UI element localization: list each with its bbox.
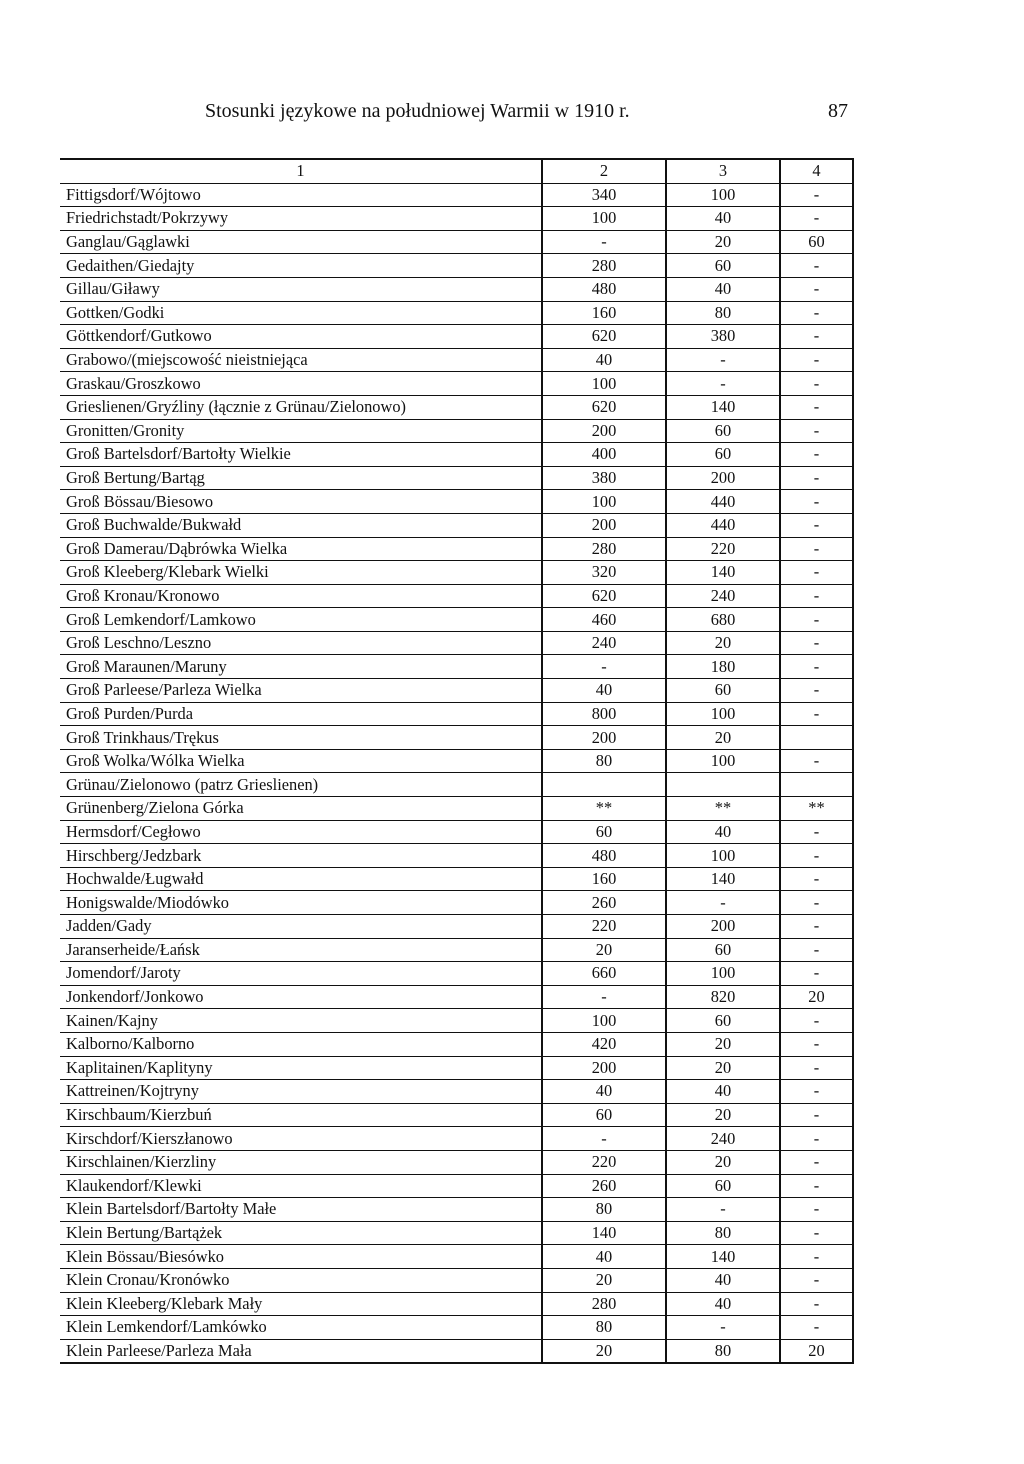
table-row xyxy=(60,1339,853,1363)
value-cell: 200 xyxy=(542,513,666,537)
value-cell: - xyxy=(780,891,853,915)
value-cell: 140 xyxy=(666,395,780,419)
value-cell: 800 xyxy=(542,702,666,726)
value-cell: 100 xyxy=(542,1009,666,1033)
value-cell: - xyxy=(780,1032,853,1056)
value-cell: 140 xyxy=(666,1245,780,1269)
value-cell: 220 xyxy=(542,1150,666,1174)
locality-name-cell: Groß Wolka/Wólka Wielka xyxy=(60,749,542,773)
value-cell: 40 xyxy=(542,1245,666,1269)
value-cell: - xyxy=(542,655,666,679)
locality-name-cell: Groß Bössau/Biesowo xyxy=(60,490,542,514)
value-cell: 20 xyxy=(666,1032,780,1056)
table-row xyxy=(60,372,853,396)
value-cell: - xyxy=(780,867,853,891)
column-header: 1 xyxy=(60,159,542,183)
value-cell: - xyxy=(780,1292,853,1316)
value-cell: 100 xyxy=(666,702,780,726)
value-cell: 200 xyxy=(542,1056,666,1080)
table-row xyxy=(60,584,853,608)
locality-name-cell: Hermsdorf/Cegłowo xyxy=(60,820,542,844)
locality-name-cell: Groß Buchwalde/Bukwałd xyxy=(60,513,542,537)
value-cell: - xyxy=(780,1221,853,1245)
value-cell: 180 xyxy=(666,655,780,679)
value-cell: - xyxy=(780,419,853,443)
table-row xyxy=(60,466,853,490)
value-cell: 60 xyxy=(542,820,666,844)
locality-name-cell: Grünau/Zielonowo (patrz Grieslienen) xyxy=(60,773,542,797)
value-cell: 460 xyxy=(542,608,666,632)
value-cell: 140 xyxy=(666,561,780,585)
value-cell: - xyxy=(542,985,666,1009)
value-cell: - xyxy=(780,1316,853,1340)
table-row xyxy=(60,1056,853,1080)
value-cell: 20 xyxy=(666,1150,780,1174)
value-cell: - xyxy=(780,655,853,679)
value-cell: - xyxy=(780,1056,853,1080)
locality-name-cell: Kaplitainen/Kaplityny xyxy=(60,1056,542,1080)
table-row xyxy=(60,1268,853,1292)
locality-name-cell: Grieslienen/Gryźliny (łącznie z Grünau/Zielonowo) xyxy=(60,395,542,419)
locality-name-cell: Jonkendorf/Jonkowo xyxy=(60,985,542,1009)
locality-name-cell: Hochwalde/Ługwałd xyxy=(60,867,542,891)
value-cell: 60 xyxy=(666,1009,780,1033)
value-cell: - xyxy=(780,277,853,301)
locality-name-cell: Gillau/Giławy xyxy=(60,277,542,301)
value-cell: 40 xyxy=(666,1080,780,1104)
locality-name-cell: Klein Parleese/Parleza Mała xyxy=(60,1339,542,1363)
page-title: Stosunki językowe na południowej Warmii w 1910 r. xyxy=(205,100,630,122)
value-cell: - xyxy=(780,1080,853,1104)
value-cell: - xyxy=(666,1198,780,1222)
value-cell: - xyxy=(780,513,853,537)
locality-name-cell: Groß Bertung/Bartąg xyxy=(60,466,542,490)
value-cell: 40 xyxy=(666,207,780,231)
value-cell: 60 xyxy=(780,230,853,254)
value-cell xyxy=(780,726,853,750)
table-row xyxy=(60,325,853,349)
value-cell: 200 xyxy=(542,726,666,750)
value-cell: 200 xyxy=(542,419,666,443)
value-cell: 440 xyxy=(666,513,780,537)
table-row xyxy=(60,254,853,278)
value-cell: 40 xyxy=(542,679,666,703)
value-cell: - xyxy=(780,183,853,207)
value-cell: 60 xyxy=(666,679,780,703)
locality-name-cell: Groß Damerau/Dąbrówka Wielka xyxy=(60,537,542,561)
table-row xyxy=(60,183,853,207)
value-cell: ** xyxy=(666,797,780,821)
locality-name-cell: Groß Bartelsdorf/Bartołty Wielkie xyxy=(60,443,542,467)
value-cell: 280 xyxy=(542,254,666,278)
table-row xyxy=(60,348,853,372)
value-cell: 80 xyxy=(666,1339,780,1363)
value-cell: - xyxy=(666,348,780,372)
value-cell: - xyxy=(666,1316,780,1340)
locality-name-cell: Kirschdorf/Kierszłanowo xyxy=(60,1127,542,1151)
value-cell: 660 xyxy=(542,962,666,986)
value-cell: - xyxy=(780,938,853,962)
table-row xyxy=(60,1221,853,1245)
locality-name-cell: Kirschbaum/Kierzbuń xyxy=(60,1103,542,1127)
locality-name-cell: Honigswalde/Miodówko xyxy=(60,891,542,915)
value-cell xyxy=(542,773,666,797)
table-row xyxy=(60,726,853,750)
value-cell xyxy=(780,773,853,797)
value-cell: - xyxy=(780,372,853,396)
value-cell: 620 xyxy=(542,584,666,608)
value-cell: 100 xyxy=(542,372,666,396)
value-cell: - xyxy=(780,1150,853,1174)
table-row xyxy=(60,608,853,632)
value-cell: 20 xyxy=(542,938,666,962)
table-row xyxy=(60,985,853,1009)
value-cell: 280 xyxy=(542,537,666,561)
value-cell: 280 xyxy=(542,1292,666,1316)
value-cell: 60 xyxy=(666,1174,780,1198)
locality-name-cell: Groß Leschno/Leszno xyxy=(60,631,542,655)
value-cell: 20 xyxy=(542,1268,666,1292)
value-cell: 380 xyxy=(666,325,780,349)
locality-name-cell: Groß Kronau/Kronowo xyxy=(60,584,542,608)
value-cell: 40 xyxy=(542,348,666,372)
table-row xyxy=(60,443,853,467)
value-cell: 60 xyxy=(666,254,780,278)
value-cell: 440 xyxy=(666,490,780,514)
value-cell: - xyxy=(780,348,853,372)
value-cell: - xyxy=(780,1127,853,1151)
column-header: 4 xyxy=(780,159,853,183)
locality-name-cell: Gronitten/Gronity xyxy=(60,419,542,443)
value-cell: 40 xyxy=(542,1080,666,1104)
locality-name-cell: Jomendorf/Jaroty xyxy=(60,962,542,986)
table-row xyxy=(60,1080,853,1104)
value-cell: 80 xyxy=(666,1221,780,1245)
page-header xyxy=(60,100,850,130)
table-row xyxy=(60,844,853,868)
value-cell: 80 xyxy=(542,749,666,773)
value-cell: 820 xyxy=(666,985,780,1009)
value-cell: 20 xyxy=(666,631,780,655)
locality-name-cell: Groß Parleese/Parleza Wielka xyxy=(60,679,542,703)
table-row xyxy=(60,207,853,231)
value-cell: 100 xyxy=(666,962,780,986)
value-cell: 140 xyxy=(542,1221,666,1245)
locality-name-cell: Graskau/Groszkowo xyxy=(60,372,542,396)
value-cell: - xyxy=(666,372,780,396)
value-cell: 160 xyxy=(542,867,666,891)
locality-name-cell: Groß Kleeberg/Klebark Wielki xyxy=(60,561,542,585)
value-cell: 340 xyxy=(542,183,666,207)
locality-name-cell: Klein Bössau/Biesówko xyxy=(60,1245,542,1269)
value-cell: 240 xyxy=(542,631,666,655)
value-cell: 240 xyxy=(666,584,780,608)
value-cell: 80 xyxy=(542,1198,666,1222)
value-cell: 680 xyxy=(666,608,780,632)
value-cell: - xyxy=(542,230,666,254)
value-cell: - xyxy=(542,1127,666,1151)
value-cell: - xyxy=(780,820,853,844)
value-cell: 20 xyxy=(666,1103,780,1127)
locality-name-cell: Jadden/Gady xyxy=(60,915,542,939)
value-cell: 620 xyxy=(542,395,666,419)
table-row xyxy=(60,1150,853,1174)
table-row xyxy=(60,702,853,726)
value-cell: - xyxy=(780,1245,853,1269)
value-cell: 20 xyxy=(542,1339,666,1363)
value-cell: - xyxy=(780,749,853,773)
value-cell: 20 xyxy=(780,985,853,1009)
locality-name-cell: Klein Bertung/Bartążek xyxy=(60,1221,542,1245)
table-row xyxy=(60,915,853,939)
value-cell: 100 xyxy=(666,183,780,207)
value-cell: - xyxy=(666,891,780,915)
locality-name-cell: Kattreinen/Kojtryny xyxy=(60,1080,542,1104)
table-row xyxy=(60,277,853,301)
value-cell: 20 xyxy=(666,1056,780,1080)
value-cell: - xyxy=(780,631,853,655)
table-row xyxy=(60,820,853,844)
value-cell xyxy=(666,773,780,797)
value-cell: 260 xyxy=(542,891,666,915)
value-cell: 220 xyxy=(666,537,780,561)
locality-name-cell: Kirschlainen/Kierzliny xyxy=(60,1150,542,1174)
value-cell: 100 xyxy=(542,490,666,514)
table-row xyxy=(60,419,853,443)
value-cell: 80 xyxy=(542,1316,666,1340)
value-cell: ** xyxy=(542,797,666,821)
locality-name-cell: Göttkendorf/Gutkowo xyxy=(60,325,542,349)
table-row xyxy=(60,1292,853,1316)
table-row xyxy=(60,395,853,419)
value-cell: - xyxy=(780,443,853,467)
value-cell: - xyxy=(780,584,853,608)
value-cell: 60 xyxy=(666,419,780,443)
value-cell: - xyxy=(780,915,853,939)
value-cell: 400 xyxy=(542,443,666,467)
table-row xyxy=(60,230,853,254)
locality-name-cell: Kalborno/Kalborno xyxy=(60,1032,542,1056)
value-cell: 240 xyxy=(666,1127,780,1151)
value-cell: 200 xyxy=(666,466,780,490)
locality-name-cell: Friedrichstadt/Pokrzywy xyxy=(60,207,542,231)
table-row xyxy=(60,1127,853,1151)
table-row xyxy=(60,962,853,986)
page-number: 87 xyxy=(828,100,848,122)
locality-name-cell: Grabowo/(miejscowość nieistniejąca xyxy=(60,348,542,372)
value-cell: - xyxy=(780,679,853,703)
value-cell: - xyxy=(780,207,853,231)
table-row xyxy=(60,773,853,797)
table-body xyxy=(60,183,853,1363)
value-cell: 60 xyxy=(666,443,780,467)
table-row xyxy=(60,867,853,891)
locality-name-cell: Groß Trinkhaus/Trękus xyxy=(60,726,542,750)
table-row xyxy=(60,631,853,655)
value-cell: 620 xyxy=(542,325,666,349)
value-cell: - xyxy=(780,466,853,490)
table-header-row xyxy=(60,159,853,183)
locality-name-cell: Gottken/Godki xyxy=(60,301,542,325)
value-cell: ** xyxy=(780,797,853,821)
locality-name-cell: Jaranserheide/Łańsk xyxy=(60,938,542,962)
locality-name-cell: Gedaithen/Giedajty xyxy=(60,254,542,278)
value-cell: - xyxy=(780,1174,853,1198)
column-header: 2 xyxy=(542,159,666,183)
locality-name-cell: Klein Kleeberg/Klebark Mały xyxy=(60,1292,542,1316)
locality-name-cell: Ganglau/Gąglawki xyxy=(60,230,542,254)
value-cell: 220 xyxy=(542,915,666,939)
locality-name-cell: Groß Maraunen/Maruny xyxy=(60,655,542,679)
value-cell: 40 xyxy=(666,1268,780,1292)
table-row xyxy=(60,1245,853,1269)
table-row xyxy=(60,655,853,679)
locality-name-cell: Klein Bartelsdorf/Bartołty Małe xyxy=(60,1198,542,1222)
locality-name-cell: Klaukendorf/Klewki xyxy=(60,1174,542,1198)
value-cell: 20 xyxy=(780,1339,853,1363)
table-row xyxy=(60,938,853,962)
value-cell: - xyxy=(780,1198,853,1222)
locality-name-cell: Klein Cronau/Kronówko xyxy=(60,1268,542,1292)
table-row xyxy=(60,1032,853,1056)
value-cell: 60 xyxy=(666,938,780,962)
table-row xyxy=(60,537,853,561)
table-row xyxy=(60,513,853,537)
value-cell: - xyxy=(780,325,853,349)
value-cell: - xyxy=(780,561,853,585)
value-cell: 100 xyxy=(666,749,780,773)
value-cell: 60 xyxy=(542,1103,666,1127)
value-cell: 420 xyxy=(542,1032,666,1056)
data-table xyxy=(60,158,854,1364)
table-row xyxy=(60,301,853,325)
table-row xyxy=(60,1009,853,1033)
value-cell: 80 xyxy=(666,301,780,325)
table-row xyxy=(60,561,853,585)
column-header: 3 xyxy=(666,159,780,183)
table-row xyxy=(60,490,853,514)
value-cell: 380 xyxy=(542,466,666,490)
locality-name-cell: Kainen/Kajny xyxy=(60,1009,542,1033)
locality-name-cell: Grünenberg/Zielona Górka xyxy=(60,797,542,821)
value-cell: - xyxy=(780,844,853,868)
value-cell: 200 xyxy=(666,915,780,939)
table-row xyxy=(60,1198,853,1222)
locality-name-cell: Hirschberg/Jedzbark xyxy=(60,844,542,868)
locality-name-cell: Klein Lemkendorf/Lamkówko xyxy=(60,1316,542,1340)
table-row xyxy=(60,679,853,703)
table-row xyxy=(60,891,853,915)
table-row xyxy=(60,1103,853,1127)
value-cell: 260 xyxy=(542,1174,666,1198)
value-cell: - xyxy=(780,254,853,278)
table-row xyxy=(60,797,853,821)
value-cell: - xyxy=(780,301,853,325)
value-cell: 160 xyxy=(542,301,666,325)
table-row xyxy=(60,1316,853,1340)
locality-name-cell: Groß Lemkendorf/Lamkowo xyxy=(60,608,542,632)
value-cell: 480 xyxy=(542,844,666,868)
table-row xyxy=(60,749,853,773)
value-cell: - xyxy=(780,1268,853,1292)
value-cell: 480 xyxy=(542,277,666,301)
value-cell: 40 xyxy=(666,820,780,844)
value-cell: - xyxy=(780,962,853,986)
value-cell: - xyxy=(780,608,853,632)
locality-name-cell: Fittigsdorf/Wójtowo xyxy=(60,183,542,207)
value-cell: - xyxy=(780,1009,853,1033)
value-cell: - xyxy=(780,702,853,726)
value-cell: - xyxy=(780,395,853,419)
value-cell: 320 xyxy=(542,561,666,585)
table-row xyxy=(60,1174,853,1198)
value-cell: 20 xyxy=(666,726,780,750)
value-cell: 20 xyxy=(666,230,780,254)
locality-name-cell: Groß Purden/Purda xyxy=(60,702,542,726)
value-cell: - xyxy=(780,1103,853,1127)
value-cell: 100 xyxy=(666,844,780,868)
value-cell: 100 xyxy=(542,207,666,231)
value-cell: 140 xyxy=(666,867,780,891)
value-cell: 40 xyxy=(666,277,780,301)
value-cell: - xyxy=(780,490,853,514)
value-cell: - xyxy=(780,537,853,561)
value-cell: 40 xyxy=(666,1292,780,1316)
